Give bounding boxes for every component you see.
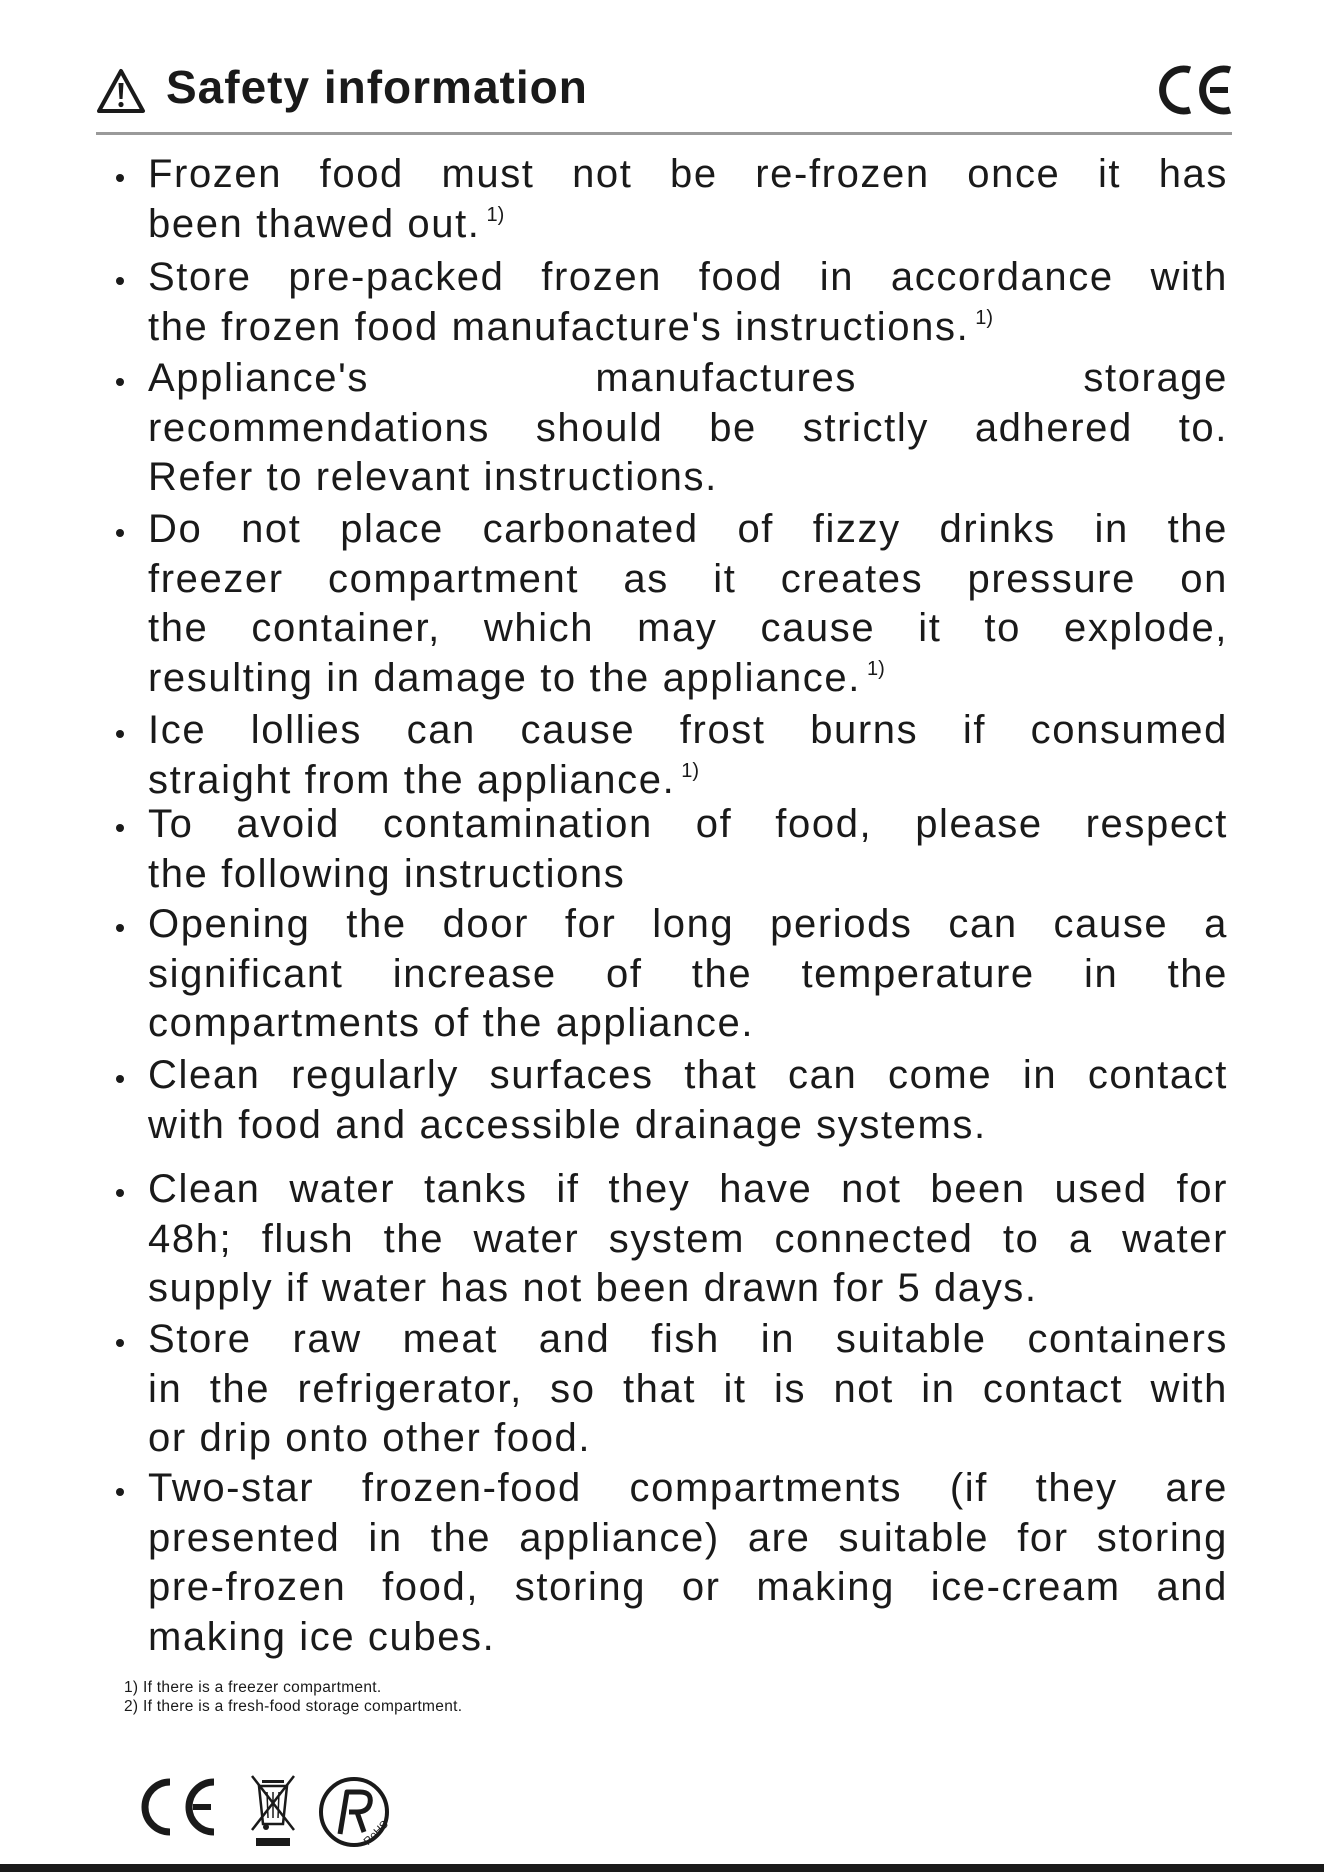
list-item xyxy=(108,253,1228,359)
list-item-line xyxy=(148,150,1228,200)
footnote-2: 2) If there is a fresh-food storage compartment. xyxy=(124,1698,463,1715)
line-text: the frozen food manufacture's instructions. xyxy=(148,304,970,349)
line-text: Opening the door for long periods can cause a xyxy=(148,902,1228,946)
list-item-line xyxy=(148,505,1228,555)
ce-mark-icon xyxy=(1156,62,1236,118)
line-text: straight from the appliance. xyxy=(148,757,676,802)
list-item xyxy=(108,1165,1228,1314)
line-text: or drip onto other food. xyxy=(148,1416,592,1460)
list-item-line xyxy=(148,800,1228,850)
footnote-reference: 1) xyxy=(975,306,994,329)
line-text: Store pre-packed frozen food in accordance with xyxy=(148,255,1228,299)
line-text: been thawed out. xyxy=(148,201,481,246)
line-text: To avoid contamination of food, please respect xyxy=(148,802,1228,846)
list-item xyxy=(108,800,1228,899)
list-item-line xyxy=(148,604,1228,654)
list-item-line xyxy=(148,253,1228,303)
list-item-line xyxy=(148,900,1228,950)
list-item-line xyxy=(148,1315,1228,1365)
line-text: Store raw meat and fish in suitable containers xyxy=(148,1317,1228,1361)
certification-logos xyxy=(136,1772,416,1852)
list-item-line xyxy=(148,555,1228,605)
line-text: the container, which may cause it to explode, xyxy=(148,606,1228,650)
list-item-line xyxy=(148,1514,1228,1564)
line-text: supply if water has not been drawn for 5 days. xyxy=(148,1266,1038,1310)
line-text: freezer compartment as it creates pressure on xyxy=(148,556,1228,601)
warning-triangle-icon xyxy=(96,68,146,114)
line-text: Two-star frozen-food compartments (if they are xyxy=(148,1466,1228,1510)
line-text: Ice lollies can cause frost burns if consumed xyxy=(148,708,1228,752)
line-text: Do not place carbonated of fizzy drinks in the xyxy=(148,507,1228,551)
list-item-line xyxy=(148,1101,1228,1151)
list-item xyxy=(108,706,1228,812)
line-text: with food and accessible drainage systems. xyxy=(148,1102,987,1147)
page-header xyxy=(96,61,1232,136)
list-item-line xyxy=(148,706,1228,756)
list-item-line xyxy=(148,1215,1228,1265)
line-text: Appliance's manufactures storage xyxy=(148,356,1228,400)
line-text: the following instructions xyxy=(148,851,626,896)
list-item xyxy=(108,900,1228,1049)
list-item-line xyxy=(148,1165,1228,1215)
list-item-line xyxy=(148,453,1228,503)
list-item-line xyxy=(148,303,1228,360)
list-item-line xyxy=(148,999,1228,1049)
crossed-out-wheelie-bin-icon xyxy=(252,1776,294,1846)
ce-mark-icon xyxy=(145,1782,214,1832)
list-item xyxy=(108,354,1228,503)
list-item xyxy=(108,150,1228,256)
line-text: in the refrigerator, so that it is not in contact with xyxy=(148,1366,1228,1411)
rohs-mark-icon xyxy=(321,1779,391,1848)
list-item-line xyxy=(148,404,1228,454)
page-bottom-bar xyxy=(0,1864,1324,1872)
list-item-line xyxy=(148,200,1228,257)
list-item xyxy=(108,505,1228,710)
list-item xyxy=(108,1051,1228,1150)
rohs-label: RoHS xyxy=(361,1818,391,1848)
list-item xyxy=(108,1315,1228,1464)
line-text: pre-frozen food, storing or making ice-cream and xyxy=(148,1565,1228,1609)
line-text: making ice cubes. xyxy=(148,1614,496,1659)
line-text: Refer to relevant instructions. xyxy=(148,455,718,499)
list-item xyxy=(108,1464,1228,1662)
list-item-line xyxy=(148,1264,1228,1314)
line-text: Frozen food must not be re-frozen once it has xyxy=(148,152,1228,196)
page-title: Safety information xyxy=(166,61,588,113)
footnote-1: 1) If there is a freezer compartment. xyxy=(124,1679,382,1696)
list-item-line xyxy=(148,1563,1228,1613)
line-text: significant increase of the temperature in the xyxy=(148,951,1228,996)
line-text: recommendations should be strictly adhered to. xyxy=(148,405,1228,450)
list-item-line xyxy=(148,850,1228,900)
footnote-reference: 1) xyxy=(866,657,885,680)
line-text: resulting in damage to the appliance. xyxy=(148,655,861,700)
list-item-line xyxy=(148,654,1228,711)
line-text: compartments of the appliance. xyxy=(148,1001,755,1045)
list-item-line xyxy=(148,950,1228,1000)
header-divider xyxy=(96,132,1232,135)
line-text: 48h; flush the water system connected to a water xyxy=(148,1216,1228,1261)
footnote-reference: 1) xyxy=(681,759,700,782)
list-item-line xyxy=(148,1414,1228,1464)
footnotes xyxy=(124,1678,462,1716)
list-item-line xyxy=(148,1464,1228,1514)
list-item-line xyxy=(148,1613,1228,1663)
line-text: Clean water tanks if they have not been used for xyxy=(148,1167,1228,1211)
list-item-line xyxy=(148,1051,1228,1101)
line-text: Clean regularly surfaces that can come in contact xyxy=(148,1053,1228,1097)
list-item-line xyxy=(148,354,1228,404)
footnote-reference: 1) xyxy=(486,203,505,226)
list-item-line xyxy=(148,1365,1228,1415)
line-text: presented in the appliance) are suitable for storing xyxy=(148,1515,1228,1560)
